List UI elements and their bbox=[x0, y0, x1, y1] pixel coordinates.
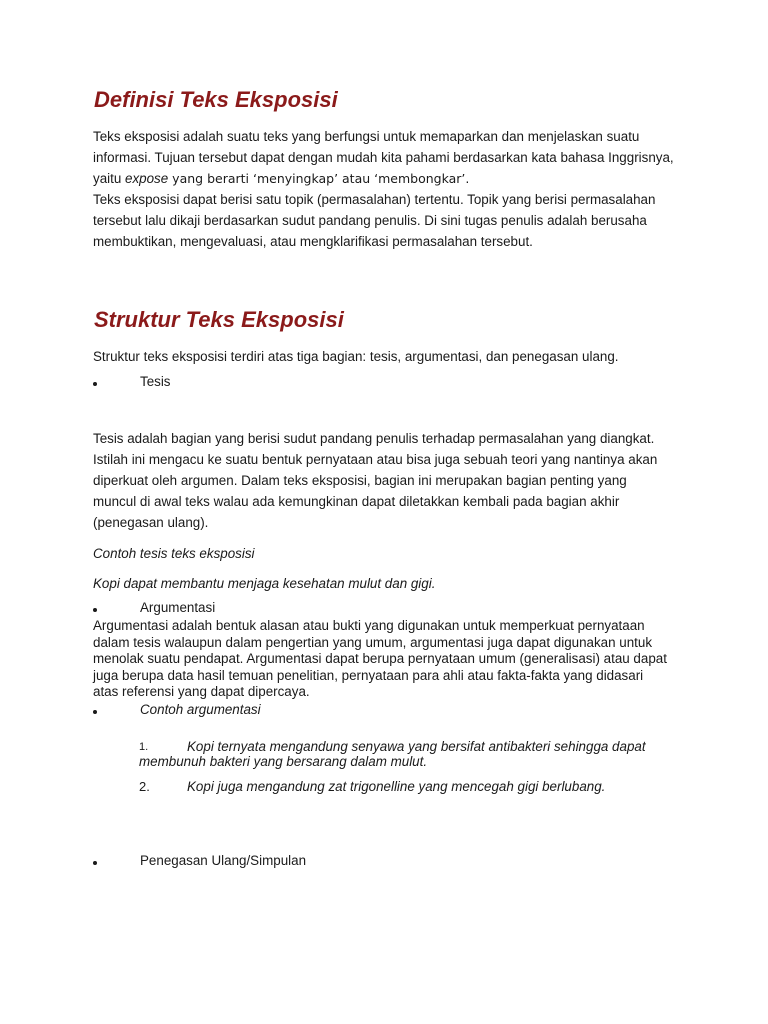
heading-struktur: Struktur Teks Eksposisi bbox=[94, 307, 344, 332]
paragraph-struktur-intro: Struktur teks eksposisi terdiri atas tiga bagian: tesis, argumentasi, dan penegasan ulang. bbox=[93, 349, 619, 364]
bullet-icon bbox=[93, 608, 97, 612]
tesis-example-label: Contoh tesis teks eksposisi bbox=[93, 546, 255, 561]
list-item-label: Penegasan Ulang/Simpulan bbox=[140, 853, 307, 868]
bullet-icon bbox=[93, 382, 97, 386]
heading-definisi: Definisi Teks Eksposisi bbox=[94, 87, 338, 112]
bullet-icon bbox=[93, 710, 97, 714]
numbered-item-2 bbox=[139, 779, 679, 794]
numbered-item-1 bbox=[139, 739, 679, 769]
list-item-text: Kopi ternyata mengandung senyawa yang bersifat antibakteri sehingga dapat membunuh bakteri yang bersarang dalam mulut. bbox=[139, 739, 646, 769]
tesis-example: Kopi dapat membantu menjaga kesehatan mulut dan gigi. bbox=[93, 576, 436, 591]
list-item-label: Tesis bbox=[140, 374, 171, 389]
bullet-icon bbox=[93, 861, 97, 865]
paragraph-text: Teks eksposisi adalah suatu teks yang berfungsi untuk memaparkan dan menjelaskan suatu informasi. Tujuan tersebut dapat dengan mudah kita pahami berdasarkan kata bahasa Inggrisnya, yaitu bbox=[93, 129, 674, 186]
list-item-label: Argumentasi bbox=[140, 600, 216, 615]
list-number: 1. bbox=[139, 741, 149, 753]
paragraph-argumentasi: Argumentasi adalah bentuk alasan atau bukti yang digunakan untuk memperkuat pernyataan dalam tesis walaupun dalam pengertian yang umum, argumentasi juga dapat digunakan untuk menolak suatu pendapat. Argumentasi dapat berupa pernyataan umum (generalisasi) atau dapat juga berupa data hasil temuan penelitian, pernyataan para ahli atau fakta-fakta yang didasari atas referensi yang dapat dipercaya. bbox=[93, 618, 667, 699]
list-item-label: Contoh argumentasi bbox=[140, 702, 261, 717]
paragraph-definisi-1 bbox=[93, 126, 693, 189]
paragraph-text: yang berarti ‘menyingkap’ atau ‘membongkar’. bbox=[168, 171, 470, 186]
list-number: 2. bbox=[139, 779, 150, 794]
paragraph-tesis: Tesis adalah bagian yang berisi sudut pandang penulis terhadap permasalahan yang diangkat. Istilah ini mengacu ke suatu bentuk pernyataan atau bisa juga sebuah teori yang nantinya akan diperkuat oleh argumen. Dalam teks eksposisi, bagian ini merupakan bagian penting yang muncul di awal teks walau ada kemungkinan dapat diletakkan kembali pada bagian akhir (penegasan ulang). bbox=[93, 431, 658, 530]
paragraph-definisi-2: Teks eksposisi dapat berisi satu topik (permasalahan) tertentu. Topik yang berisi permasalahan tersebut lalu dikaji berdasarkan sudut pandang penulis. Di sini tugas penulis adalah berusaha membuktikan, mengevaluasi, atau mengklarifikasi permasalahan tersebut. bbox=[93, 192, 656, 249]
list-item-text: Kopi juga mengandung zat trigonelline yang mencegah gigi berlubang. bbox=[187, 779, 606, 794]
italic-term: expose bbox=[125, 171, 169, 186]
